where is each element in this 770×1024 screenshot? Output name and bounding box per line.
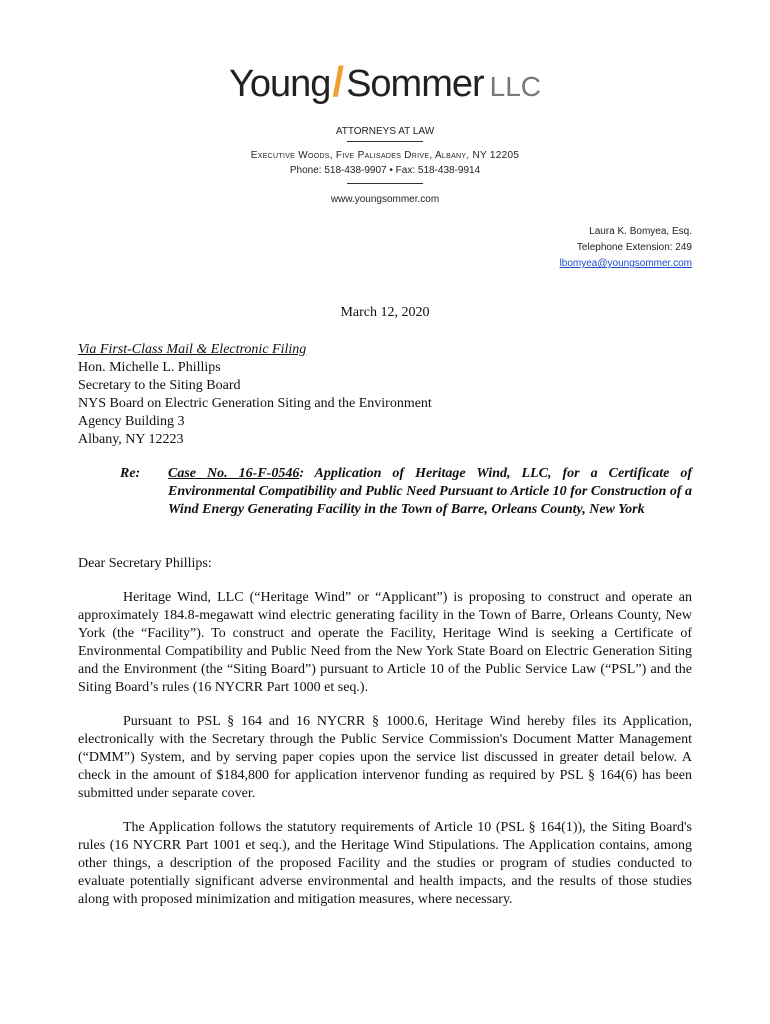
divider-line bbox=[347, 183, 423, 184]
sender-info bbox=[560, 224, 692, 272]
recipient-line: Albany, NY 12223 bbox=[78, 432, 184, 447]
sender-extension: Telephone Extension: 249 bbox=[576, 242, 692, 253]
recipient-line: Secretary to the Siting Board bbox=[78, 378, 241, 393]
re-description: : Application of Heritage Wind, LLC, for a Certificate of Environmental Compatibility and Public Need Pursuant to Article 10 for Construction of a Wind Energy Generating Facility in the Town of Barre, Orleans County, New York bbox=[168, 466, 692, 517]
recipient-line: NYS Board on Electric Generation Siting and the Environment bbox=[78, 396, 432, 411]
salutation: Dear Secretary Phillips: bbox=[78, 556, 212, 571]
body-paragraph-3 bbox=[78, 819, 692, 909]
firm-tagline: ATTORNEYS AT LAW bbox=[335, 126, 435, 137]
firm-info bbox=[0, 124, 770, 207]
case-number: Case No. 16-F-0546 bbox=[168, 466, 300, 481]
firm-website: www.youngsommer.com bbox=[330, 194, 440, 205]
paragraph-text: The Application follows the statutory requirements of Article 10 (PSL § 164(1)), the Siting Board's rules (16 NYCRR Part 1001 et seq.), and the Heritage Wind Stipulations. The Application contains, among other things, a description of the proposed Facility and the studies or program of studies conducted to evaluate potentially significant adverse environmental and health impacts, and the results of those studies along with proposed minimization and mitigation measures, where necessary. bbox=[78, 820, 692, 907]
firm-phone-fax: Phone: 518-438-9907 • Fax: 518-438-9914 bbox=[289, 165, 481, 176]
re-block bbox=[120, 465, 692, 519]
divider-line bbox=[347, 141, 423, 142]
body-paragraph-2 bbox=[78, 713, 692, 803]
body-paragraph-1 bbox=[78, 589, 692, 697]
paragraph-text: Heritage Wind, LLC (“Heritage Wind” or “Applicant”) is proposing to construct and operate an approximately 184.8-megawatt wind electric generating facility in the Town of Barre, Orleans County, New York (the “Facility”). To construct and operate the Facility, Heritage Wind is seeking a Certificate of Environmental Compatibility and Public Need from the New York State Board on Electric Generation Siting and the Environment (the “Siting Board”) pursuant to Article 10 of the Public Service Law (“PSL”) and the Siting Board’s rules (16 NYCRR Part 1000 et seq.). bbox=[78, 590, 692, 695]
firm-address: Executive Woods, Five Palisades Drive, Albany, NY 12205 bbox=[250, 150, 520, 161]
delivery-method: Via First-Class Mail & Electronic Filing bbox=[78, 342, 307, 357]
logo-suffix: LLC bbox=[489, 71, 542, 102]
re-label: Re: bbox=[120, 466, 141, 481]
paragraph-text: Pursuant to PSL § 164 and 16 NYCRR § 1000.6, Heritage Wind hereby files its Application, electronically with the Secretary through the Public Service Commission's Document Matter Management (“DMM”) System, and by serving paper copies upon the service list discussed in greater detail below. A check in the amount of $184,800 for application intervenor funding as required by PSL § 164(6) has been submitted under separate cover. bbox=[78, 714, 692, 801]
sender-name: Laura K. Bomyea, Esq. bbox=[589, 226, 692, 237]
sender-email-link[interactable]: lbomyea@youngsommer.com bbox=[559, 258, 692, 269]
recipient-line: Hon. Michelle L. Phillips bbox=[78, 360, 221, 375]
re-subject bbox=[168, 465, 692, 519]
recipient-block bbox=[78, 341, 432, 449]
firm-logo bbox=[0, 58, 770, 106]
logo-word-young: Young bbox=[228, 63, 331, 105]
logo-word-sommer: Sommer bbox=[346, 63, 484, 105]
recipient-line: Agency Building 3 bbox=[78, 414, 185, 429]
logo-slash: / bbox=[332, 58, 345, 105]
letter-date: March 12, 2020 bbox=[340, 305, 430, 320]
